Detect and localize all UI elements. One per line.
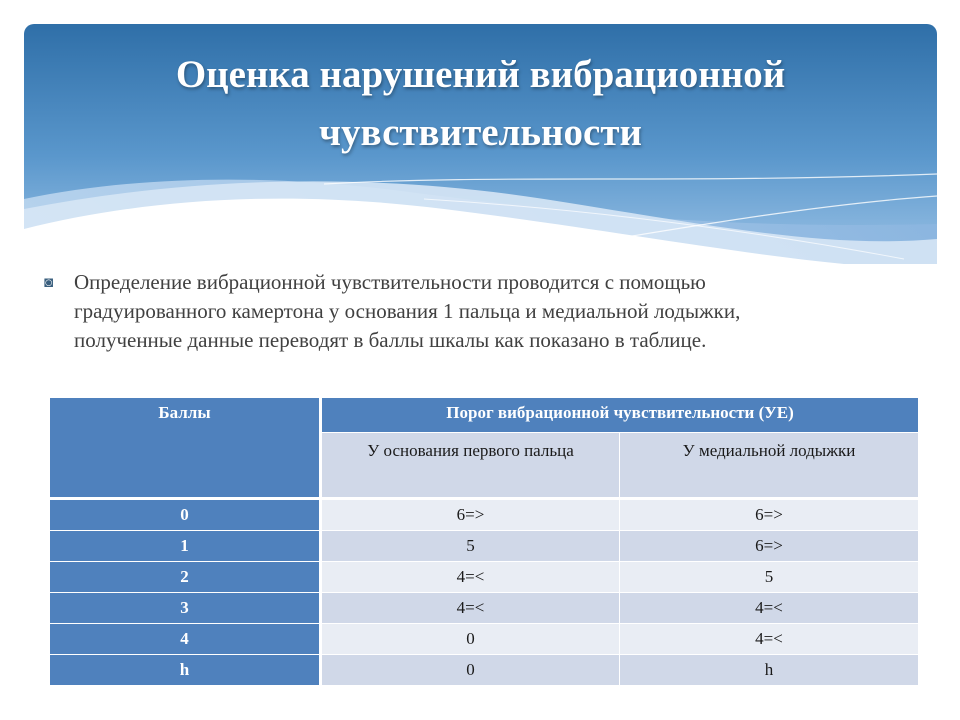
table-row [50,593,919,624]
medial-ankle-cell: 4=< [620,593,919,624]
body-content [44,268,924,355]
medial-ankle-cell: h [620,655,919,686]
score-cell: 4 [50,624,321,655]
base-toe-cell: 0 [321,655,620,686]
base-toe-cell: 4=< [321,593,620,624]
score-cell: 2 [50,562,321,593]
base-toe-cell: 6=> [321,499,620,531]
score-cell: 0 [50,499,321,531]
bullet-paragraph [44,268,924,355]
vibration-threshold-table-wrap [49,397,918,686]
bullet-line-1: Определение вибрационной чувствительности проводится с помощью [74,270,706,294]
bullet-line-2: градуированного камертона у основания 1 пальца и медиальной лодыжки, [74,299,741,323]
medial-ankle-cell: 6=> [620,499,919,531]
table-row [50,531,919,562]
subheader-medial-ankle: У медиальной лодыжки [620,433,919,499]
table-row [50,499,919,531]
subheader-base-toe: У основания первого пальца [321,433,620,499]
base-toe-cell: 5 [321,531,620,562]
bullet-text [74,268,740,355]
score-cell: h [50,655,321,686]
table-row [50,562,919,593]
page-title [24,46,937,162]
circle-bullet-icon: ◙ [44,275,54,291]
score-cell: 3 [50,593,321,624]
title-line-1: Оценка нарушений вибрационной [175,53,786,96]
medial-ankle-cell: 4=< [620,624,919,655]
header-threshold: Порог вибрационной чувствительности (УЕ) [321,398,919,433]
vibration-threshold-table [49,397,919,686]
base-toe-cell: 4=< [321,562,620,593]
bullet-line-3: полученные данные переводят в баллы шкалы как показано в таблице. [74,328,707,352]
header-score: Баллы [50,398,321,499]
table-row [50,655,919,686]
title-banner [24,24,937,264]
medial-ankle-cell: 5 [620,562,919,593]
base-toe-cell: 0 [321,624,620,655]
table-row [50,624,919,655]
score-cell: 1 [50,531,321,562]
medial-ankle-cell: 6=> [620,531,919,562]
title-line-2: чувствительности [319,111,642,154]
